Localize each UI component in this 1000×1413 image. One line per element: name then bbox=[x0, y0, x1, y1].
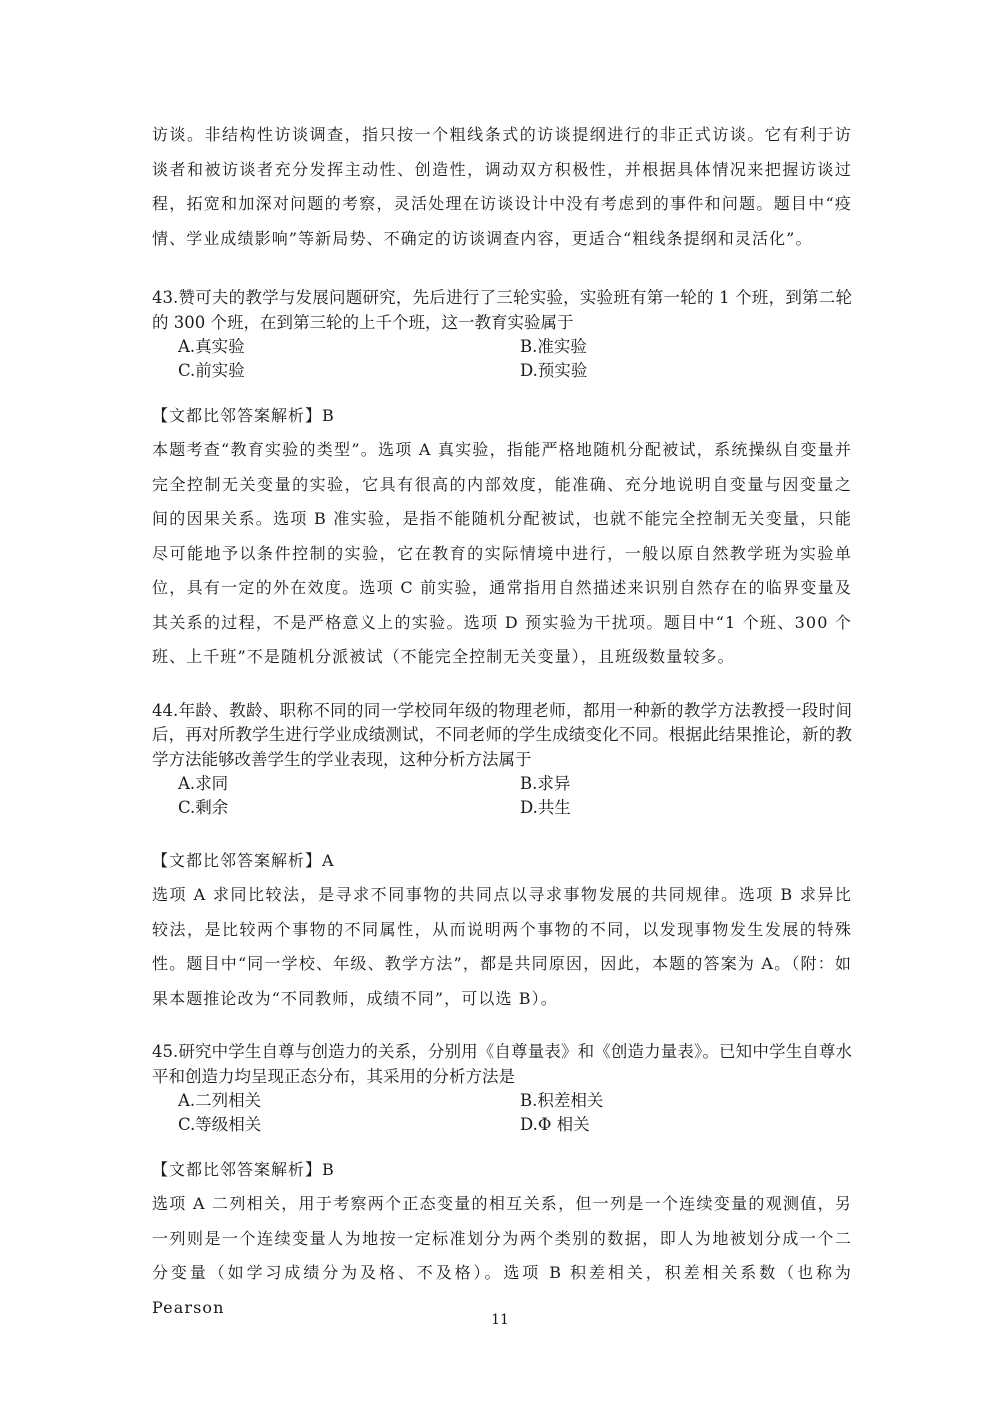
question-43-stem: 43.赞可夫的教学与发展问题研究，先后进行了三轮实验，实验班有第一轮的 1 个班，到第二轮的 300 个班，在到第三轮的上千个班，这一教育实验属于 bbox=[152, 288, 852, 332]
option-45-c: C.等级相关 bbox=[178, 1115, 262, 1134]
question-43-options bbox=[152, 335, 852, 383]
option-43-a: A.真实验 bbox=[178, 337, 245, 356]
answer-44-analysis bbox=[152, 878, 852, 1016]
question-44-options bbox=[152, 772, 852, 820]
answer-43-analysis bbox=[152, 433, 852, 675]
option-45-d: D.Φ 相关 bbox=[520, 1115, 590, 1134]
question-45 bbox=[152, 1040, 852, 1137]
option-43-d: D.预实验 bbox=[520, 361, 588, 380]
intro-paragraph: 访谈。非结构性访谈调查，指只按一个粗线条式的访谈提纲进行的非正式访谈。它有利于访谈者和被访谈者充分发挥主动性、创造性，调动双方积极性，并根据具体情况来把握访谈过程，拓宽和加深对问题的考察，灵活处理在访谈设计中没有考虑到的事件和问题。题目中“疫情、学业成绩影响”等新局势、不确定的访谈调查内容，更适合“粗线条提纲和灵活化”。 bbox=[152, 125, 852, 248]
answer-44-text: 选项 A 求同比较法，是寻求不同事物的共同点以寻求事物发展的共同规律。选项 B 求异比较法，是比较两个事物的不同属性，从而说明两个事物的不同，以发现事物发生发展的特殊性。题目中“同一学校、年级、教学方法”，都是共同原因，因此，本题的答案为 A。（附：如果本题推论改为“不同教师，成绩不同”，可以选 B）。 bbox=[152, 885, 852, 1008]
option-44-a: A.求同 bbox=[178, 774, 229, 793]
intro-analysis bbox=[152, 118, 852, 256]
option-44-b: B.求异 bbox=[520, 774, 571, 793]
question-45-stem: 45.研究中学生自尊与创造力的关系，分别用《自尊量表》和《创造力量表》。已知中学生自尊水平和创造力均呈现正态分布，其采用的分析方法是 bbox=[152, 1042, 852, 1086]
document-page bbox=[152, 118, 852, 1325]
question-45-options bbox=[152, 1089, 852, 1137]
page-number: 11 bbox=[491, 1312, 509, 1328]
option-44-d: D.共生 bbox=[520, 798, 571, 817]
question-44-stem: 44.年龄、教龄、职称不同的同一学校同年级的物理老师，都用一种新的教学方法教授一段时间后，再对所教学生进行学业成绩测试，不同老师的学生成绩变化不同。根据此结果推论，新的教学方法能够改善学生的学业表现，这种分析方法属于 bbox=[152, 700, 852, 769]
answer-43-text: 本题考查“教育实验的类型”。选项 A 真实验，指能严格地随机分配被试，系统操纵自变量并完全控制无关变量的实验，它具有很高的内部效度，能准确、充分地说明自变量与因变量之间的因果关系。选项 B 准实验，是指不能随机分配被试，也就不能完全控制无关变量，只能尽可能地予以条件控制的实验，它在教育的实际情境中进行，一般以原自然教学班为实验单位，具有一定的外在效度。选项 C 前实验，通常指用自然描述来识别自然存在的临界变量及其关系的过程，不是严格意义上的实验。选项 D 预实验为干扰项。题目中“1 个班、300 个班、上千班”不是随机分派被试（不能完全控制无关变量），且班级数量较多。 bbox=[152, 440, 852, 666]
option-45-a: A.二列相关 bbox=[178, 1091, 262, 1110]
question-43 bbox=[152, 286, 852, 383]
answer-45-heading: 【文都比邻答案解析】B bbox=[152, 1160, 335, 1179]
option-44-c: C.剩余 bbox=[178, 798, 229, 817]
answer-43-heading: 【文都比邻答案解析】B bbox=[152, 406, 335, 425]
question-44 bbox=[152, 699, 852, 821]
answer-44-heading: 【文都比邻答案解析】A bbox=[152, 851, 335, 870]
option-43-c: C.前实验 bbox=[178, 361, 245, 380]
answer-45-analysis bbox=[152, 1187, 852, 1325]
option-43-b: B.准实验 bbox=[520, 337, 587, 356]
answer-45-text: 选项 A 二列相关，用于考察两个正态变量的相互关系，但一列是一个连续变量的观测值，另一列则是一个连续变量人为地按一定标准划分为两个类别的数据，即人为地被划分成一个二分变量（如学习成绩分为及格、不及格）。选项 B 积差相关，积差相关系数（也称为 Pearson bbox=[152, 1194, 852, 1317]
option-45-b: B.积差相关 bbox=[520, 1091, 604, 1110]
